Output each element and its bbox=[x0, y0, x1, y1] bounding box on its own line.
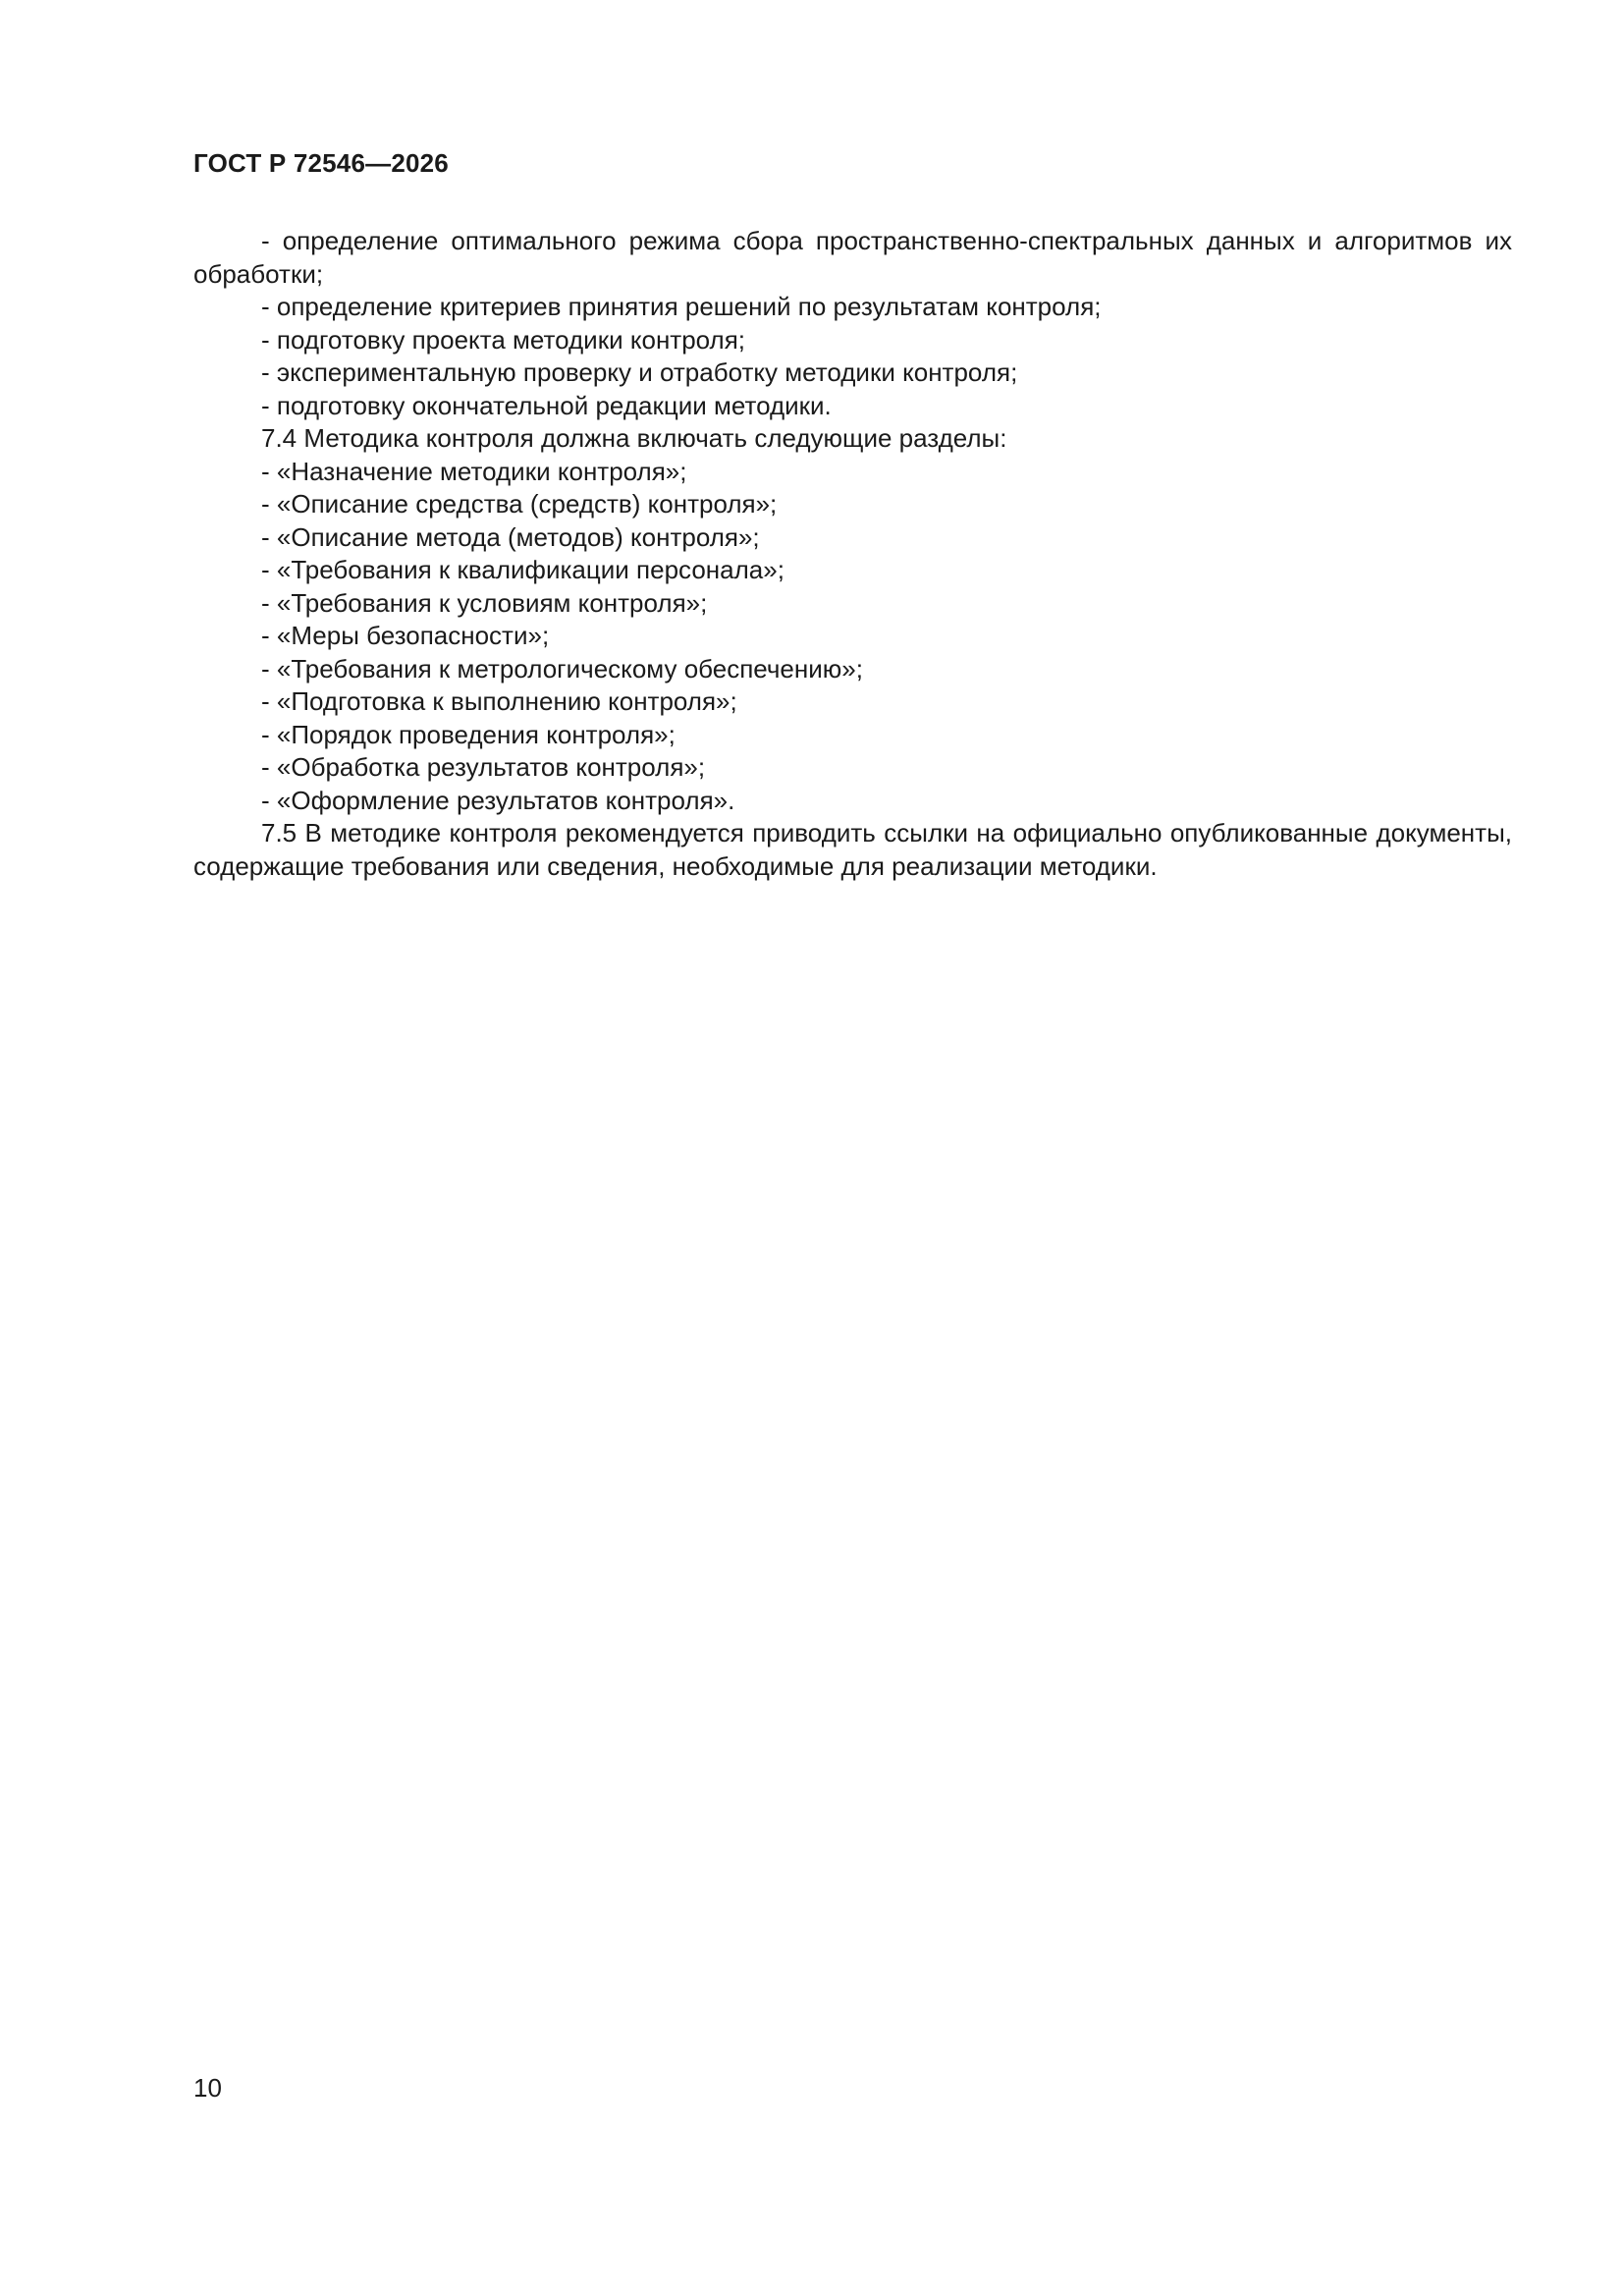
page-number: 10 bbox=[193, 2073, 222, 2103]
section-list-item: - «Оформление результатов контроля». bbox=[261, 785, 735, 815]
list-item: - экспериментальную проверку и отработку методики контроля; bbox=[261, 357, 1018, 387]
list-item: - определение критериев принятия решений по результатам контроля; bbox=[261, 292, 1102, 321]
list-item: - подготовку проекта методики контроля; bbox=[261, 324, 746, 355]
section-list-item: - «Описание метода (методов) контроля»; bbox=[261, 521, 760, 552]
section-list-item: - «Описание средства (средств) контроля»; bbox=[261, 489, 778, 519]
document-body bbox=[193, 225, 1512, 883]
section-list-item: - «Обработка результатов контроля»; bbox=[261, 752, 706, 782]
section-list-item: - «Требования к квалификации персонала»; bbox=[261, 555, 784, 584]
section-list-item: - «Подготовка к выполнению контроля»; bbox=[261, 686, 737, 716]
list-item-opening: - определение оптимального режима сбора пространственно-спектральных данных и алгоритмов их обработки; bbox=[193, 226, 1512, 289]
section-list-item: - «Требования к метрологическому обеспечению»; bbox=[261, 653, 863, 683]
document-header: ГОСТ Р 72546—2026 bbox=[193, 148, 449, 178]
clause-7-4: 7.4 Методика контроля должна включать следующие разделы: bbox=[261, 423, 1007, 453]
clause-7-5: 7.5 В методике контроля рекомендуется приводить ссылки на официально опубликованные документы, содержащие требования или сведения, необходимые для реализации методики. bbox=[193, 818, 1512, 881]
section-list-item: - «Назначение методики контроля»; bbox=[261, 456, 687, 486]
section-list-item: - «Требования к условиям контроля»; bbox=[261, 587, 708, 618]
section-list-item: - «Порядок проведения контроля»; bbox=[261, 719, 676, 749]
section-list-item: - «Меры безопасности»; bbox=[261, 621, 550, 650]
list-item: - подготовку окончательной редакции методики. bbox=[261, 390, 832, 420]
